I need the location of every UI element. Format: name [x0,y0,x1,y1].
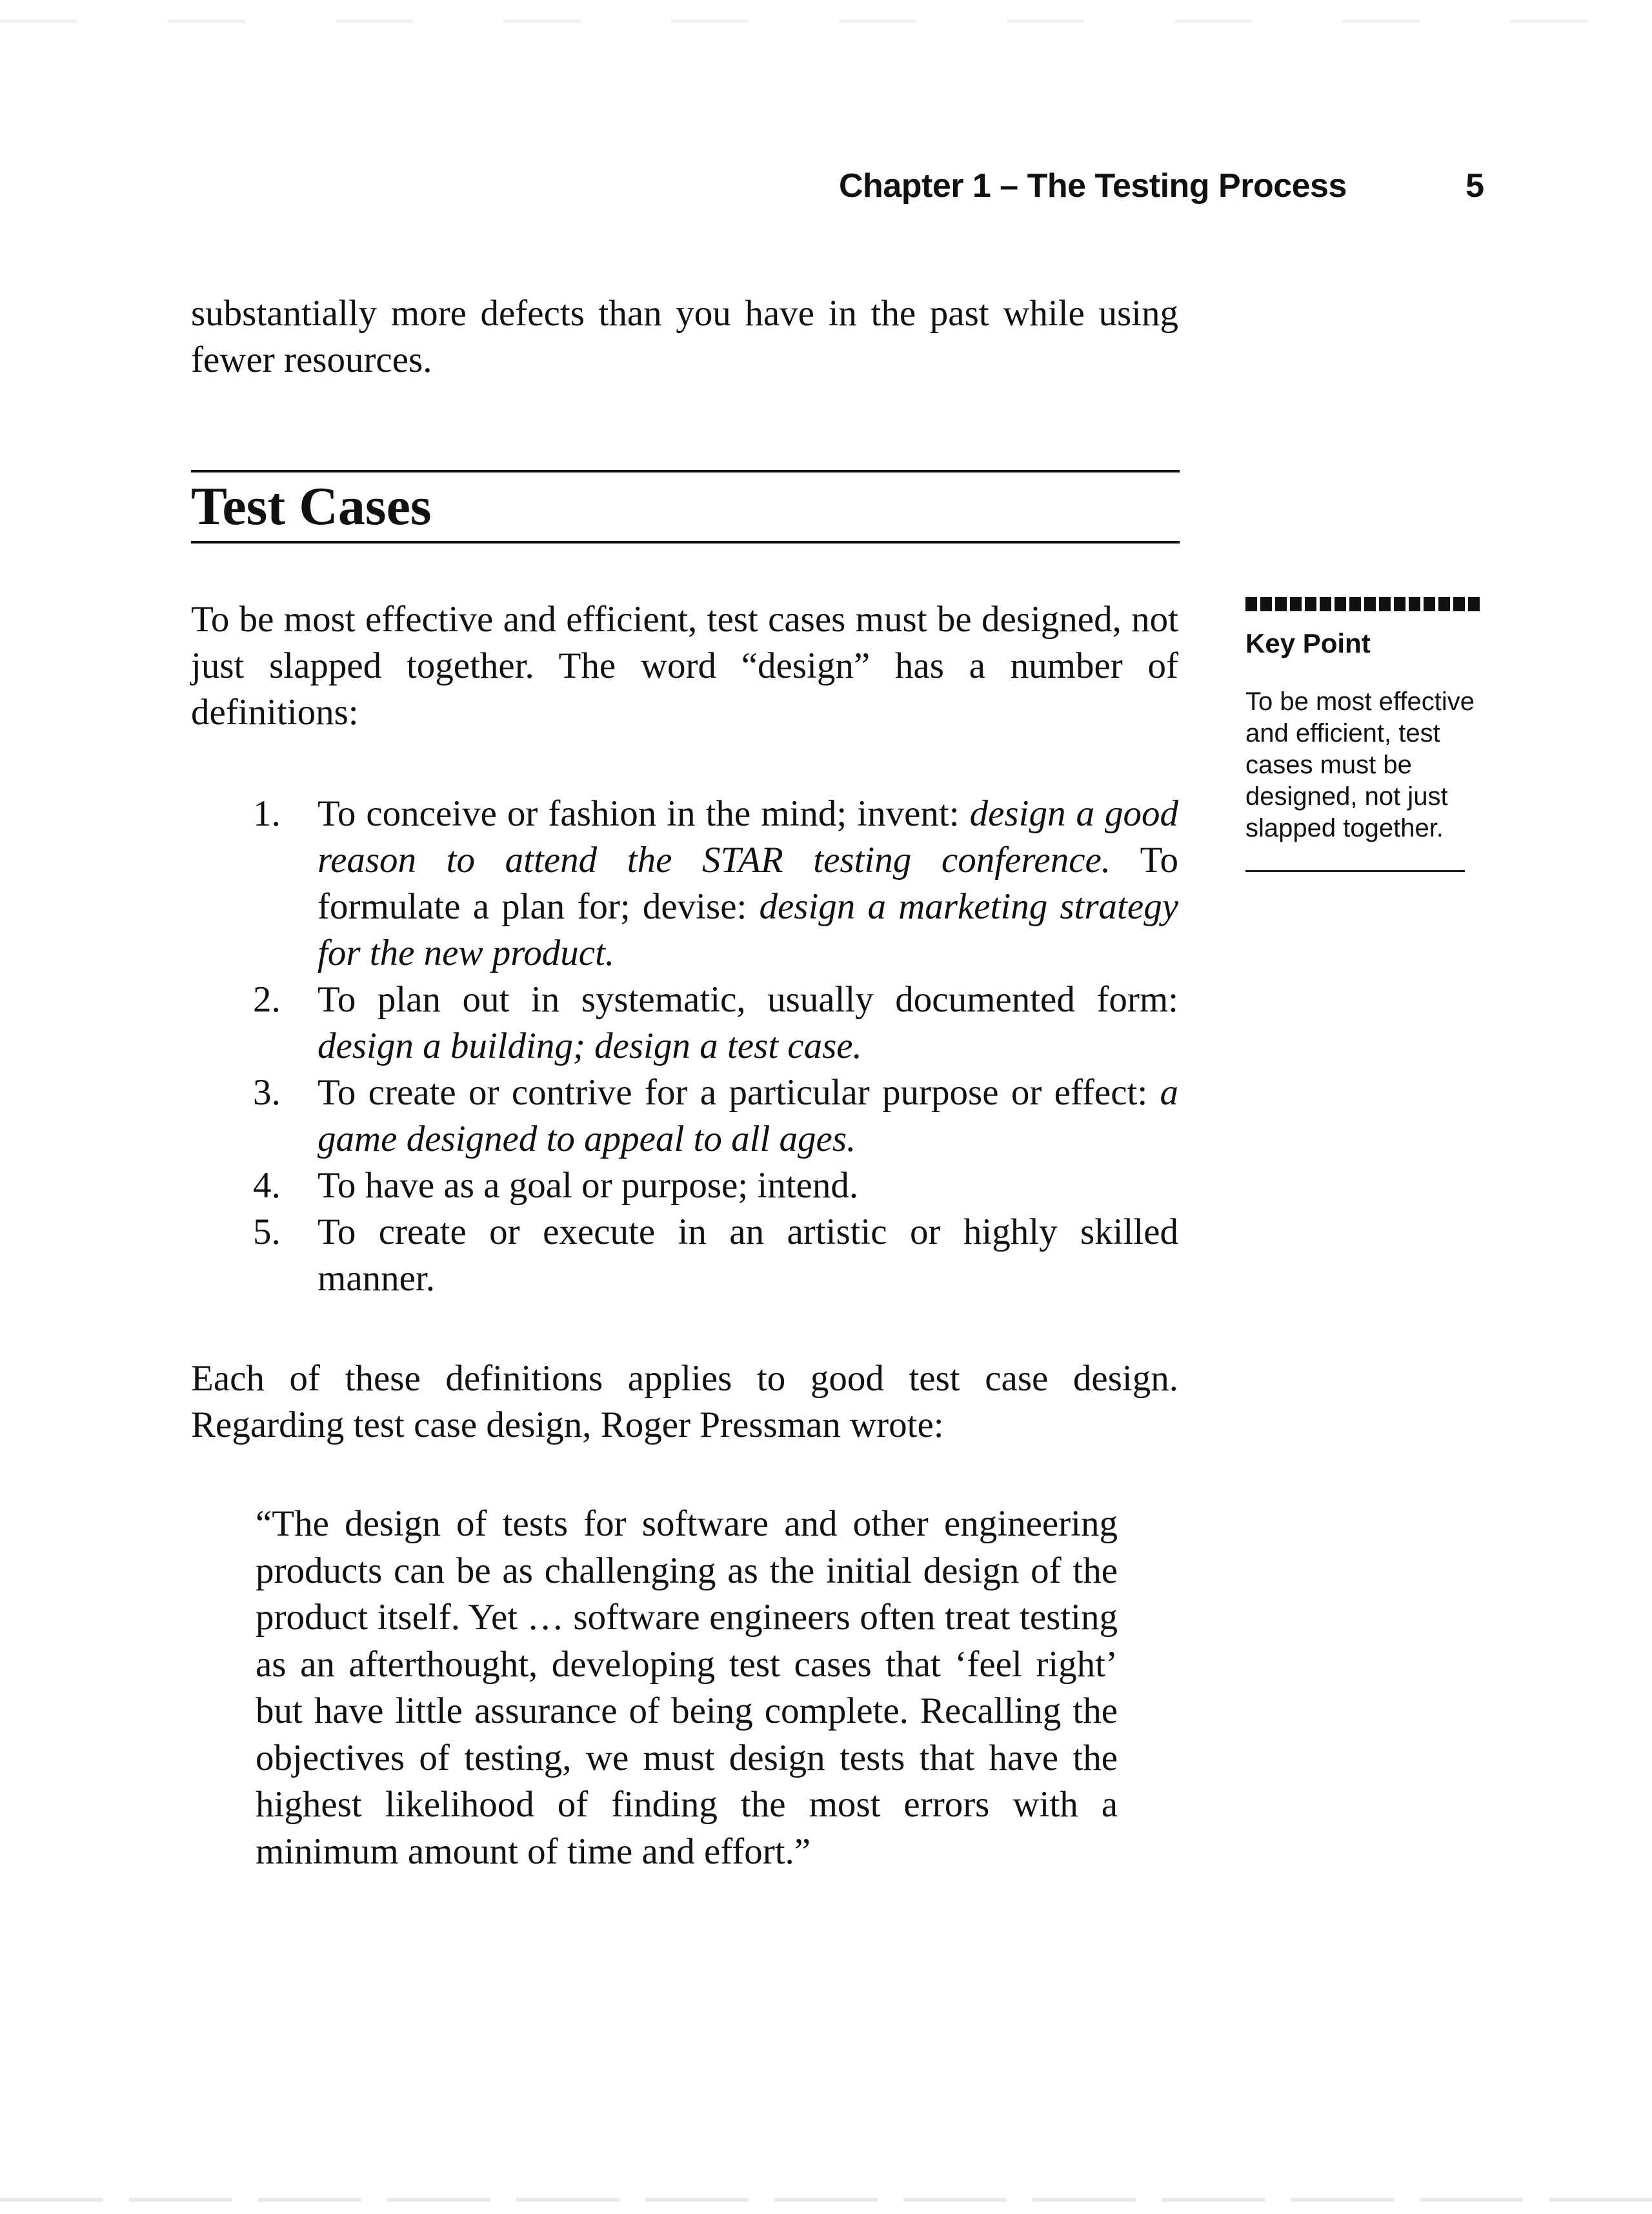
definition-text [317,1070,1178,1163]
definition-example: design a good reason to attend the STAR testing conference. [317,793,1178,880]
sidebar-text: To be most effective and efficient, test cases must be designed, not just slapped together. [1245,687,1475,842]
sidebar-bottom-rule [1245,870,1465,872]
continuation-paragraph: substantially more defects than you have in the past while using fewer resources. [191,293,1178,380]
definition-segment: To plan out in systematic, usually documented form: [317,979,1178,1020]
definition-segment: To create or contrive for a particular purpose or effect: [317,1072,1160,1113]
definition-number: 2. [253,979,281,1020]
pressman-quote: “The design of tests for software and other engineering products can be as challenging as the initial design of the product itself. Yet … software engineers often treat testing as an afterthought, developing test cases that ‘feel right’ but have little assurance of being complete. Recalling the objectives of testing, we must design tests that have the highest likelihood of finding the most errors with a minimum amount of time and effort.” [256,1503,1118,1872]
section-title: Test Cases [191,476,432,536]
chapter-title: Chapter 1 – The Testing Process [839,167,1347,205]
definition-item [191,1209,1178,1302]
definition-segment: To conceive or fashion in the mind; invent: [317,793,970,834]
running-header [839,167,1484,218]
definition-number: 5. [253,1212,281,1252]
definition-example: a game designed to appeal to all ages. [317,1072,1178,1159]
definition-text [317,1209,1178,1302]
intro-paragraph: To be most effective and efficient, test cases must be designed, not just slapped together. The word “design” has a number of definitions: [191,599,1178,733]
definition-number: 4. [253,1165,281,1206]
definition-item [191,977,1178,1070]
sidebar-title: Key Point [1245,628,1371,658]
definition-segment: To create or execute in an artistic or highly skilled manner. [317,1212,1178,1299]
section-rule-bottom [191,541,1180,543]
definition-segment: To have as a goal or purpose; intend. [317,1165,859,1206]
definition-segment: To formulate a plan for; devise: [317,840,1178,927]
definition-text [317,791,1178,977]
followup-paragraph: Each of these definitions applies to good test case design. Regarding test case design, Roger Pressman wrote: [191,1358,1178,1445]
definition-item [191,1163,1178,1209]
definition-number: 3. [253,1072,281,1113]
definition-example: design a marketing strategy for the new product. [317,886,1178,973]
definition-item [191,1070,1178,1163]
definition-text [317,977,1178,1070]
section-rule-top [191,470,1180,472]
definition-example: design a building; design a test case. [317,1026,862,1066]
key-point-sidebar [1245,597,1484,872]
scan-edge-bottom [0,2198,1652,2202]
definition-text [317,1163,1178,1209]
page-number: 5 [1466,167,1484,205]
definition-number: 1. [253,793,281,834]
definition-item [191,791,1178,977]
definition-list [191,791,1178,1302]
sidebar-dotted-rule [1245,597,1482,611]
scan-edge-top [0,19,1652,23]
